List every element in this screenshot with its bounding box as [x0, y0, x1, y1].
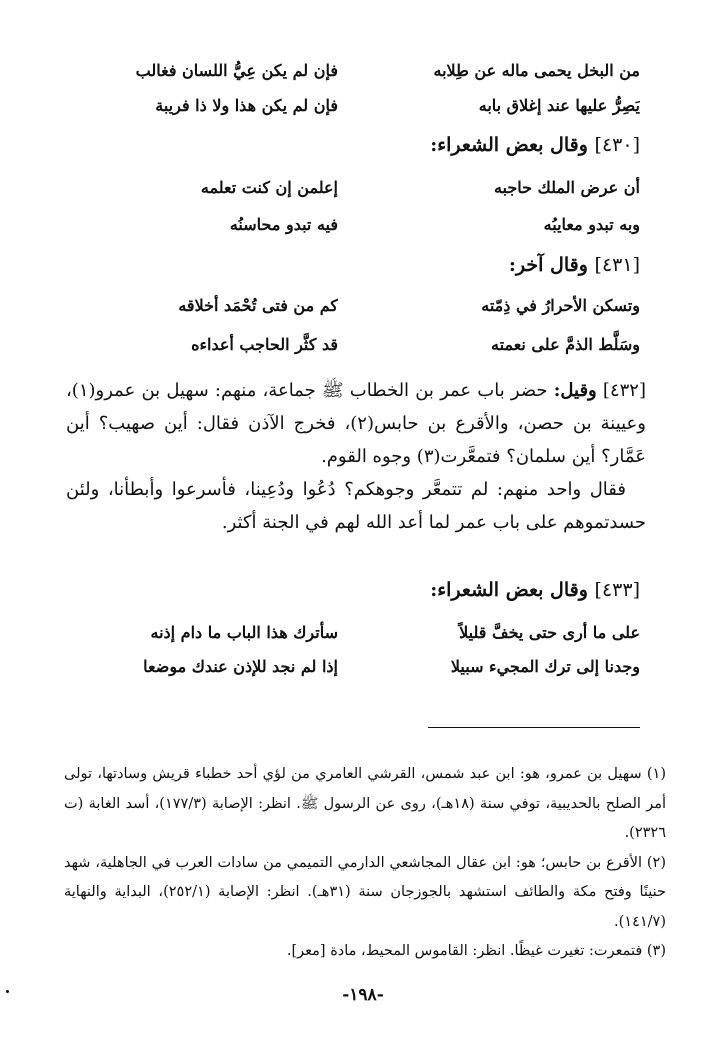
prose-lead: وقيل: — [553, 380, 597, 401]
verse-first-hemistich: قد كثَّر الحاجب أعداءه — [191, 335, 338, 354]
verse-first-hemistich: فيه تبدو محاسنُه — [229, 215, 338, 234]
section-heading-433 — [430, 579, 640, 601]
verse-line — [0, 291, 726, 321]
verse-second-hemistich: من البخل يحمى ماله عن طِلابه — [433, 61, 640, 80]
verse-line — [0, 652, 726, 682]
section-title: وقال بعض الشعراء: — [430, 134, 588, 156]
footnote-3: (٣) فتمعرت: تغيرت غيظًا. انظر: القاموس المحيط، مادة [معر]. — [286, 943, 666, 959]
section-title: وقال بعض الشعراء: — [430, 579, 588, 601]
verse-first-hemistich: فإن لم يكن عِيُّ اللسان فغالب — [135, 61, 338, 80]
scan-speck — [6, 990, 9, 993]
verse-line — [0, 173, 726, 203]
section-number: [٤٣٢] — [602, 380, 646, 401]
prose-text: حضر باب عمر بن الخطاب ﷺ جماعة، منهم: سهيل بن عمرو(١)، وعيينة بن حصن، والأقرع بن حابس(٢)، فخرج الآذن فقال: أين صهيب؟ أين عَمَّار؟ أين سلمان؟ فتمعَّرت(٣) وجوه القوم. — [66, 380, 646, 467]
verse-second-hemistich: وبه تبدو معايبُه — [543, 215, 640, 234]
section-number: [٤٣١] — [594, 254, 640, 276]
section-heading-431 — [509, 254, 640, 276]
verse-line — [0, 91, 726, 121]
section-number: [٤٣٣] — [594, 579, 640, 601]
verse-first-hemistich: فإن لم يكن هذا ولا ذا فريبة — [155, 96, 338, 115]
footnote-1: (١) سهيل بن عمرو، هو: ابن عبد شمس، القرشي العامري من لؤي أحد خطباء قريش وسادتها، تولى أمر الصلح بالحديبية، توفي سنة (١٨هـ)، روى عن الرسول ﷺ. انظر: الإصابة (١٧٧/٣)، أسد الغابة (ت ٢٣٢٦). — [64, 766, 666, 841]
verse-line — [0, 330, 726, 360]
prose-paragraph — [66, 374, 646, 473]
verse-first-hemistich: كم من فتى تُحْمَد أخلاقه — [178, 296, 338, 315]
section-number: [٤٣٠] — [594, 134, 640, 156]
page-number: -١٩٨- — [342, 985, 384, 1005]
verse-first-hemistich: إعلمن إن كنت تعلمه — [200, 178, 338, 197]
prose-paragraph: فقال واحد منهم: لم تتمعَّر وجوهكم؟ دُعُوا ودُعِينا، فأسرعوا وأبطأنا، ولئن حسدتموهم على باب عمر لما أعد الله لهم في الجنة أكثر. — [66, 479, 646, 533]
verse-second-hemistich: يَصِرُّ عليها عند إغلاق بابه — [478, 96, 640, 115]
verse-line — [0, 210, 726, 240]
verse-second-hemistich: وسَلَّط الذمَّ على نعمته — [491, 335, 640, 354]
footnote-2: (٢) الأقرع بن حابس؛ هو: ابن عقال المجاشعي الدارمي التميمي من سادات العرب في الجاهلية، شهد حنينًا وفتح مكة والطائف استشهد بالجوزجان سنة (٣١هـ). انظر: الإصابة (٢٥٢/١)، البداية والنهاية (١٤١/٧). — [64, 854, 666, 930]
verse-first-hemistich: إذا لم نجد للإذن عندك موضعا — [143, 657, 338, 676]
verse-line — [0, 56, 726, 86]
footnotes — [64, 760, 666, 967]
prose-432 — [66, 374, 646, 539]
verse-second-hemistich: أن عرض الملك حاجبه — [493, 178, 640, 197]
verse-line — [0, 618, 726, 648]
footnote-divider — [428, 727, 640, 728]
verse-second-hemistich: على ما أرى حتى يخفَّ قليلاً — [459, 623, 640, 642]
verse-second-hemistich: وتسكن الأحرارُ في ذِمّته — [481, 296, 640, 315]
section-heading-430 — [430, 134, 640, 156]
section-title: وقال آخر: — [508, 254, 588, 276]
verse-second-hemistich: وجدنا إلى ترك المجيء سبيلا — [450, 657, 640, 676]
verse-first-hemistich: سأترك هذا الباب ما دام إذنه — [150, 623, 338, 642]
